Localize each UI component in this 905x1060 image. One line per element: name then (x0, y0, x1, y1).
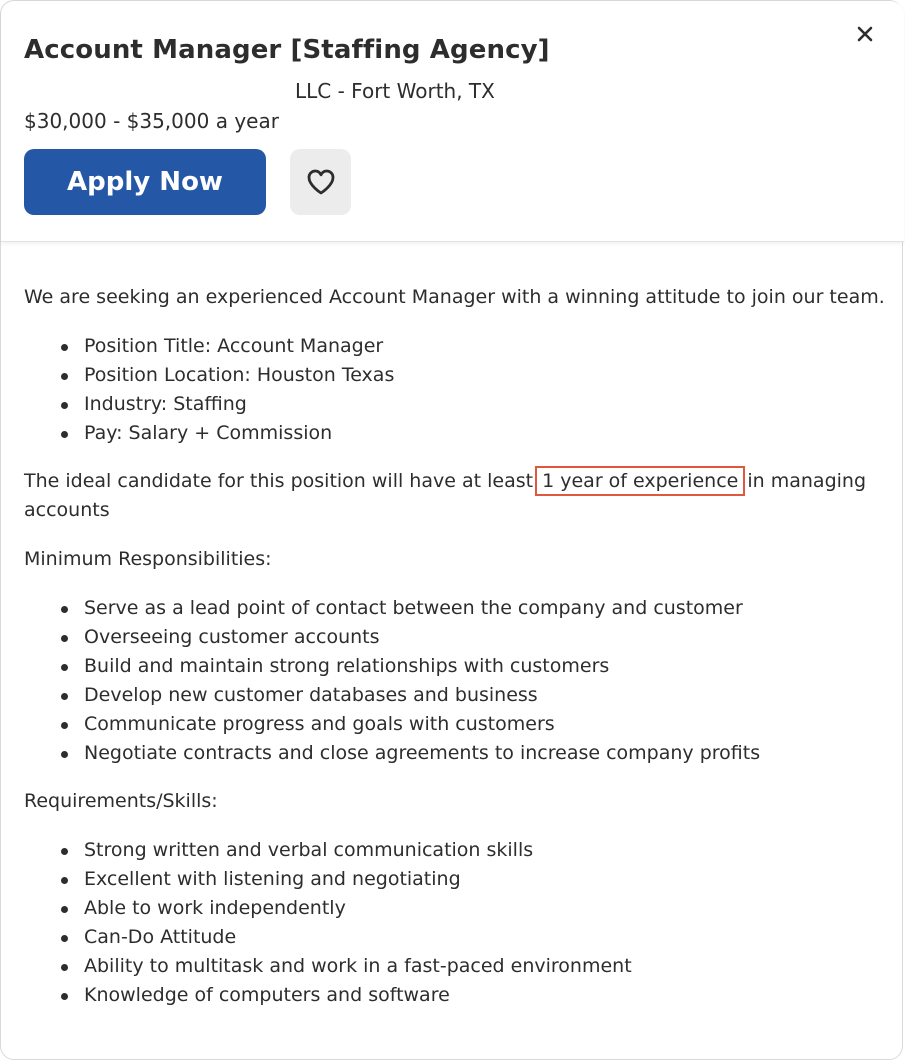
job-title: Account Manager [Staffing Agency] (24, 35, 550, 65)
list-item: Negotiate contracts and close agreements to increase company profits (84, 739, 894, 768)
list-item: Overseeing customer accounts (84, 623, 894, 652)
close-button[interactable] (852, 21, 878, 47)
list-item: Able to work independently (84, 894, 894, 923)
description-intro: We are seeking an experienced Account Manager with a winning attitude to join our team. (24, 286, 885, 308)
list-item: Knowledge of computers and software (84, 981, 894, 1010)
close-icon (852, 21, 878, 47)
list-item: Excellent with listening and negotiating (84, 865, 894, 894)
company-location: LLC - Fort Worth, TX (295, 79, 495, 103)
salary-range: $30,000 - $35,000 a year (24, 109, 279, 133)
list-item: Can-Do Attitude (84, 923, 894, 952)
list-item: Position Location: Houston Texas (84, 361, 894, 390)
list-item: Pay: Salary + Commission (84, 419, 894, 448)
job-header (1, 1, 904, 242)
save-job-button[interactable] (290, 149, 351, 215)
list-item: Communicate progress and goals with customers (84, 710, 894, 739)
experience-highlight: 1 year of experience (539, 470, 741, 492)
list-item: Serve as a lead point of contact between the company and customer (84, 594, 894, 623)
list-item: Build and maintain strong relationships with customers (84, 652, 894, 681)
ideal-candidate-text (24, 467, 894, 525)
apply-now-button[interactable]: Apply Now (24, 149, 266, 215)
list-item: Strong written and verbal communication skills (84, 836, 894, 865)
responsibilities-heading: Minimum Responsibilities: (24, 548, 272, 570)
list-item: Industry: Staffing (84, 390, 894, 419)
list-item: Position Title: Account Manager (84, 332, 894, 361)
position-details-list (24, 332, 894, 448)
ideal-text-before: The ideal candidate for this position will have at least (24, 470, 534, 492)
job-description (24, 283, 894, 1010)
list-item: Develop new customer databases and business (84, 681, 894, 710)
heart-icon (306, 168, 336, 196)
requirements-list (24, 836, 894, 1010)
responsibilities-list (24, 594, 894, 768)
ideal-text-after: in managing accounts (24, 470, 867, 521)
list-item: Ability to multitask and work in a fast-paced environment (84, 952, 894, 981)
requirements-heading: Requirements/Skills: (24, 790, 218, 812)
